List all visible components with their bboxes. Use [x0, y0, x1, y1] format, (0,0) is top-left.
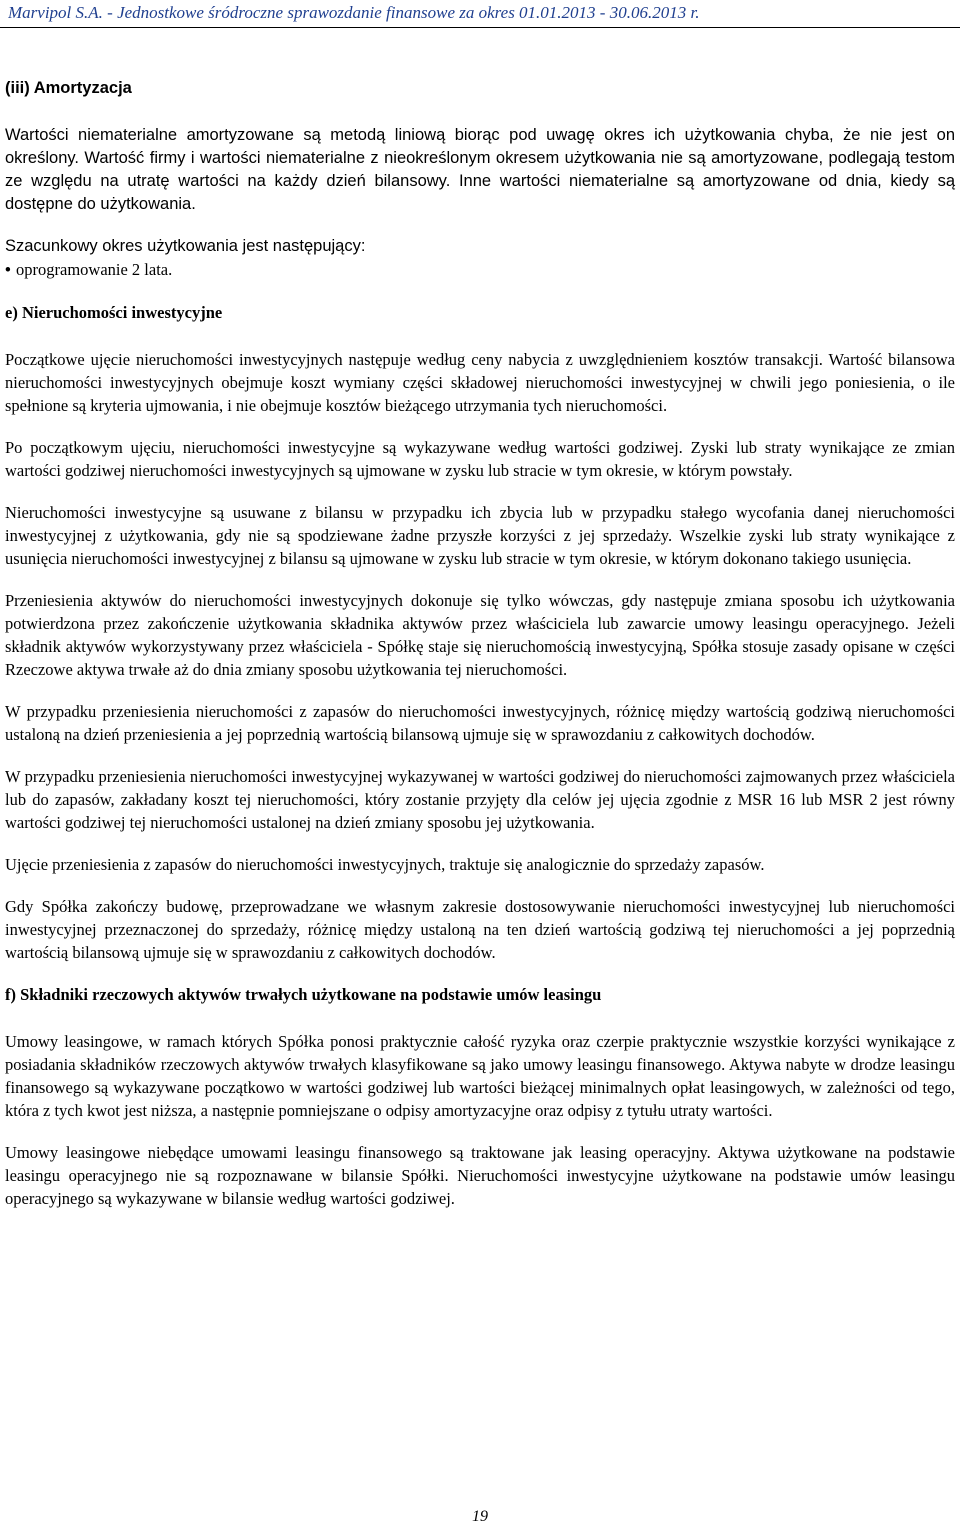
- paragraph: Umowy leasingowe niebędące umowami leasingu finansowego są traktowane jak leasing operacyjny. Aktywa użytkowane na podstawie leasingu operacyjnego nie są rozpoznawane w bilansie Spółki. Nieruchomości inwestycyjne użytkowane na podstawie umów leasingu operacyjnego są wykazywane w bilansie według wartości godziwej.: [5, 1143, 955, 1208]
- section-nieruchomosci-inwestycyjne: [5, 301, 955, 964]
- section-heading-nieruchomosci: e) Nieruchomości inwestycyjne: [5, 303, 223, 322]
- section-amortyzacja: [5, 77, 955, 282]
- useful-life-intro: Szacunkowy okres użytkowania jest następujący:: [5, 237, 366, 255]
- page-content: [5, 77, 955, 1210]
- page-number: 19: [472, 1508, 488, 1525]
- paragraph: Ujęcie przeniesienia z zapasów do nieruchomości inwestycyjnych, traktuje się analogicznie do sprzedaży zapasów.: [5, 855, 765, 874]
- paragraph: W przypadku przeniesienia nieruchomości z zapasów do nieruchomości inwestycyjnych, różnicę między wartością godziwą nieruchomości ustaloną na dzień przeniesienia a jej poprzednią wartością bilansową ujmuje się w sprawozdaniu z całkowitych dochodów.: [5, 702, 955, 744]
- paragraph: Początkowe ujęcie nieruchomości inwestycyjnych następuje według ceny nabycia z uwzględnieniem kosztów transakcji. Wartość bilansowa nieruchomości inwestycyjnych obejmuje koszt wymiany części składowej nieruchomości inwestycyjnej w chwili jego poniesienia, o ile spełnione są kryteria ujmowania, i nie obejmuje kosztów bieżącego utrzymania tych nieruchomości.: [5, 350, 955, 415]
- running-header: Marvipol S.A. - Jednostkowe śródroczne sprawozdanie finansowe za okres 01.01.2013 - 30.06.2013 r.: [8, 3, 700, 22]
- paragraph: Umowy leasingowe, w ramach których Spółka ponosi praktycznie całość ryzyka oraz czerpie praktycznie wszystkie korzyści wynikające z posiadania składników rzeczowych aktywów trwałych klasyfikowane są jako umowy leasingu finansowego. Aktywa nabyte w drodze leasingu finansowego są wykazywane początkowo w wartości godziwej lub wartości bieżącej minimalnych opłat leasingowych, w zależności od tego, która z tych kwot jest niższa, a następnie pomniejszane o odpisy amortyzacyjne oraz odpisy z tytułu utraty wartości.: [5, 1032, 955, 1120]
- bullet-item-text: oprogramowanie 2 lata.: [16, 260, 173, 279]
- section-heading-leasing: f) Składniki rzeczowych aktywów trwałych użytkowane na podstawie umów leasingu: [5, 985, 602, 1004]
- paragraph: Przeniesienia aktywów do nieruchomości inwestycyjnych dokonuje się tylko wówczas, gdy następuje zmiana sposobu ich użytkowania potwierdzona przez zakończenie użytkowania składnika aktywów przez właściciela lub zawarcie umowy leasingu operacyjnego. Jeżeli składnik aktywów wykorzystywany przez właściciela - Spółkę staje się nieruchomością inwestycyjną, Spółka stosuje zasady opisane w części Rzeczowe aktywa trwałe aż do dnia zmiany sposobu użytkowania tej nieruchomości.: [5, 591, 955, 679]
- paragraph-amortyzacja: Wartości niematerialne amortyzowane są metodą liniową biorąc pod uwagę okres ich użytkowania chyba, że nie jest on określony. Wartość firmy i wartości niematerialne z nieokreślonym okresem użytkowania nie są amortyzowane, podlegają testom ze względu na utratę wartości na każdy dzień bilansowy. Inne wartości niematerialne są amortyzowane od dnia, kiedy są dostępne do użytkowania.: [5, 126, 955, 213]
- paragraph: W przypadku przeniesienia nieruchomości inwestycyjnej wykazywanej w wartości godziwej do nieruchomości zajmowanych przez właściciela lub do zapasów, zakładany koszt tej nieruchomości, który zostanie przyjęty dla celów jej ujęcia zgodnie z MSR 16 lub MSR 2 jest równy wartości godziwej tej nieruchomości ustalonej na dzień zmiany sposobu jej użytkowania.: [5, 767, 955, 832]
- paragraph: Nieruchomości inwestycyjne są usuwane z bilansu w przypadku ich zbycia lub w przypadku stałego wycofania danej nieruchomości inwestycyjnej z użytkowania, gdy nie są spodziewane żadne przyszłe korzyści z jej sprzedaży. Wszelkie zyski lub straty wynikające z usunięcia nieruchomości inwestycyjnej z bilansu są ujmowane w zysku lub stracie w tym okresie, w którym dokonano takiego usunięcia.: [5, 503, 955, 568]
- paragraph: Gdy Spółka zakończy budowę, przeprowadzane we własnym zakresie dostosowywanie nieruchomości inwestycyjnej lub nieruchomości inwestycyjnej przeznaczonej do sprzedaży, różnicę między ustaloną na ten dzień wartością godziwą tej nieruchomości a jej poprzednią wartością bilansową ujmuje się w sprawozdaniu z całkowitych dochodów.: [5, 897, 955, 962]
- section-leasing: [5, 983, 955, 1210]
- section-heading-amortyzacja: (iii) Amortyzacja: [5, 79, 132, 97]
- paragraph: Po początkowym ujęciu, nieruchomości inwestycyjne są wykazywane według wartości godziwej. Zyski lub straty wynikające ze zmian wartości godziwej nieruchomości inwestycyjnych są ujmowane w zysku lub stracie w tym okresie, w którym powstały.: [5, 438, 955, 480]
- header-divider: [0, 27, 960, 28]
- bullet-list-item: [5, 258, 955, 282]
- bullet-icon: •: [5, 261, 11, 279]
